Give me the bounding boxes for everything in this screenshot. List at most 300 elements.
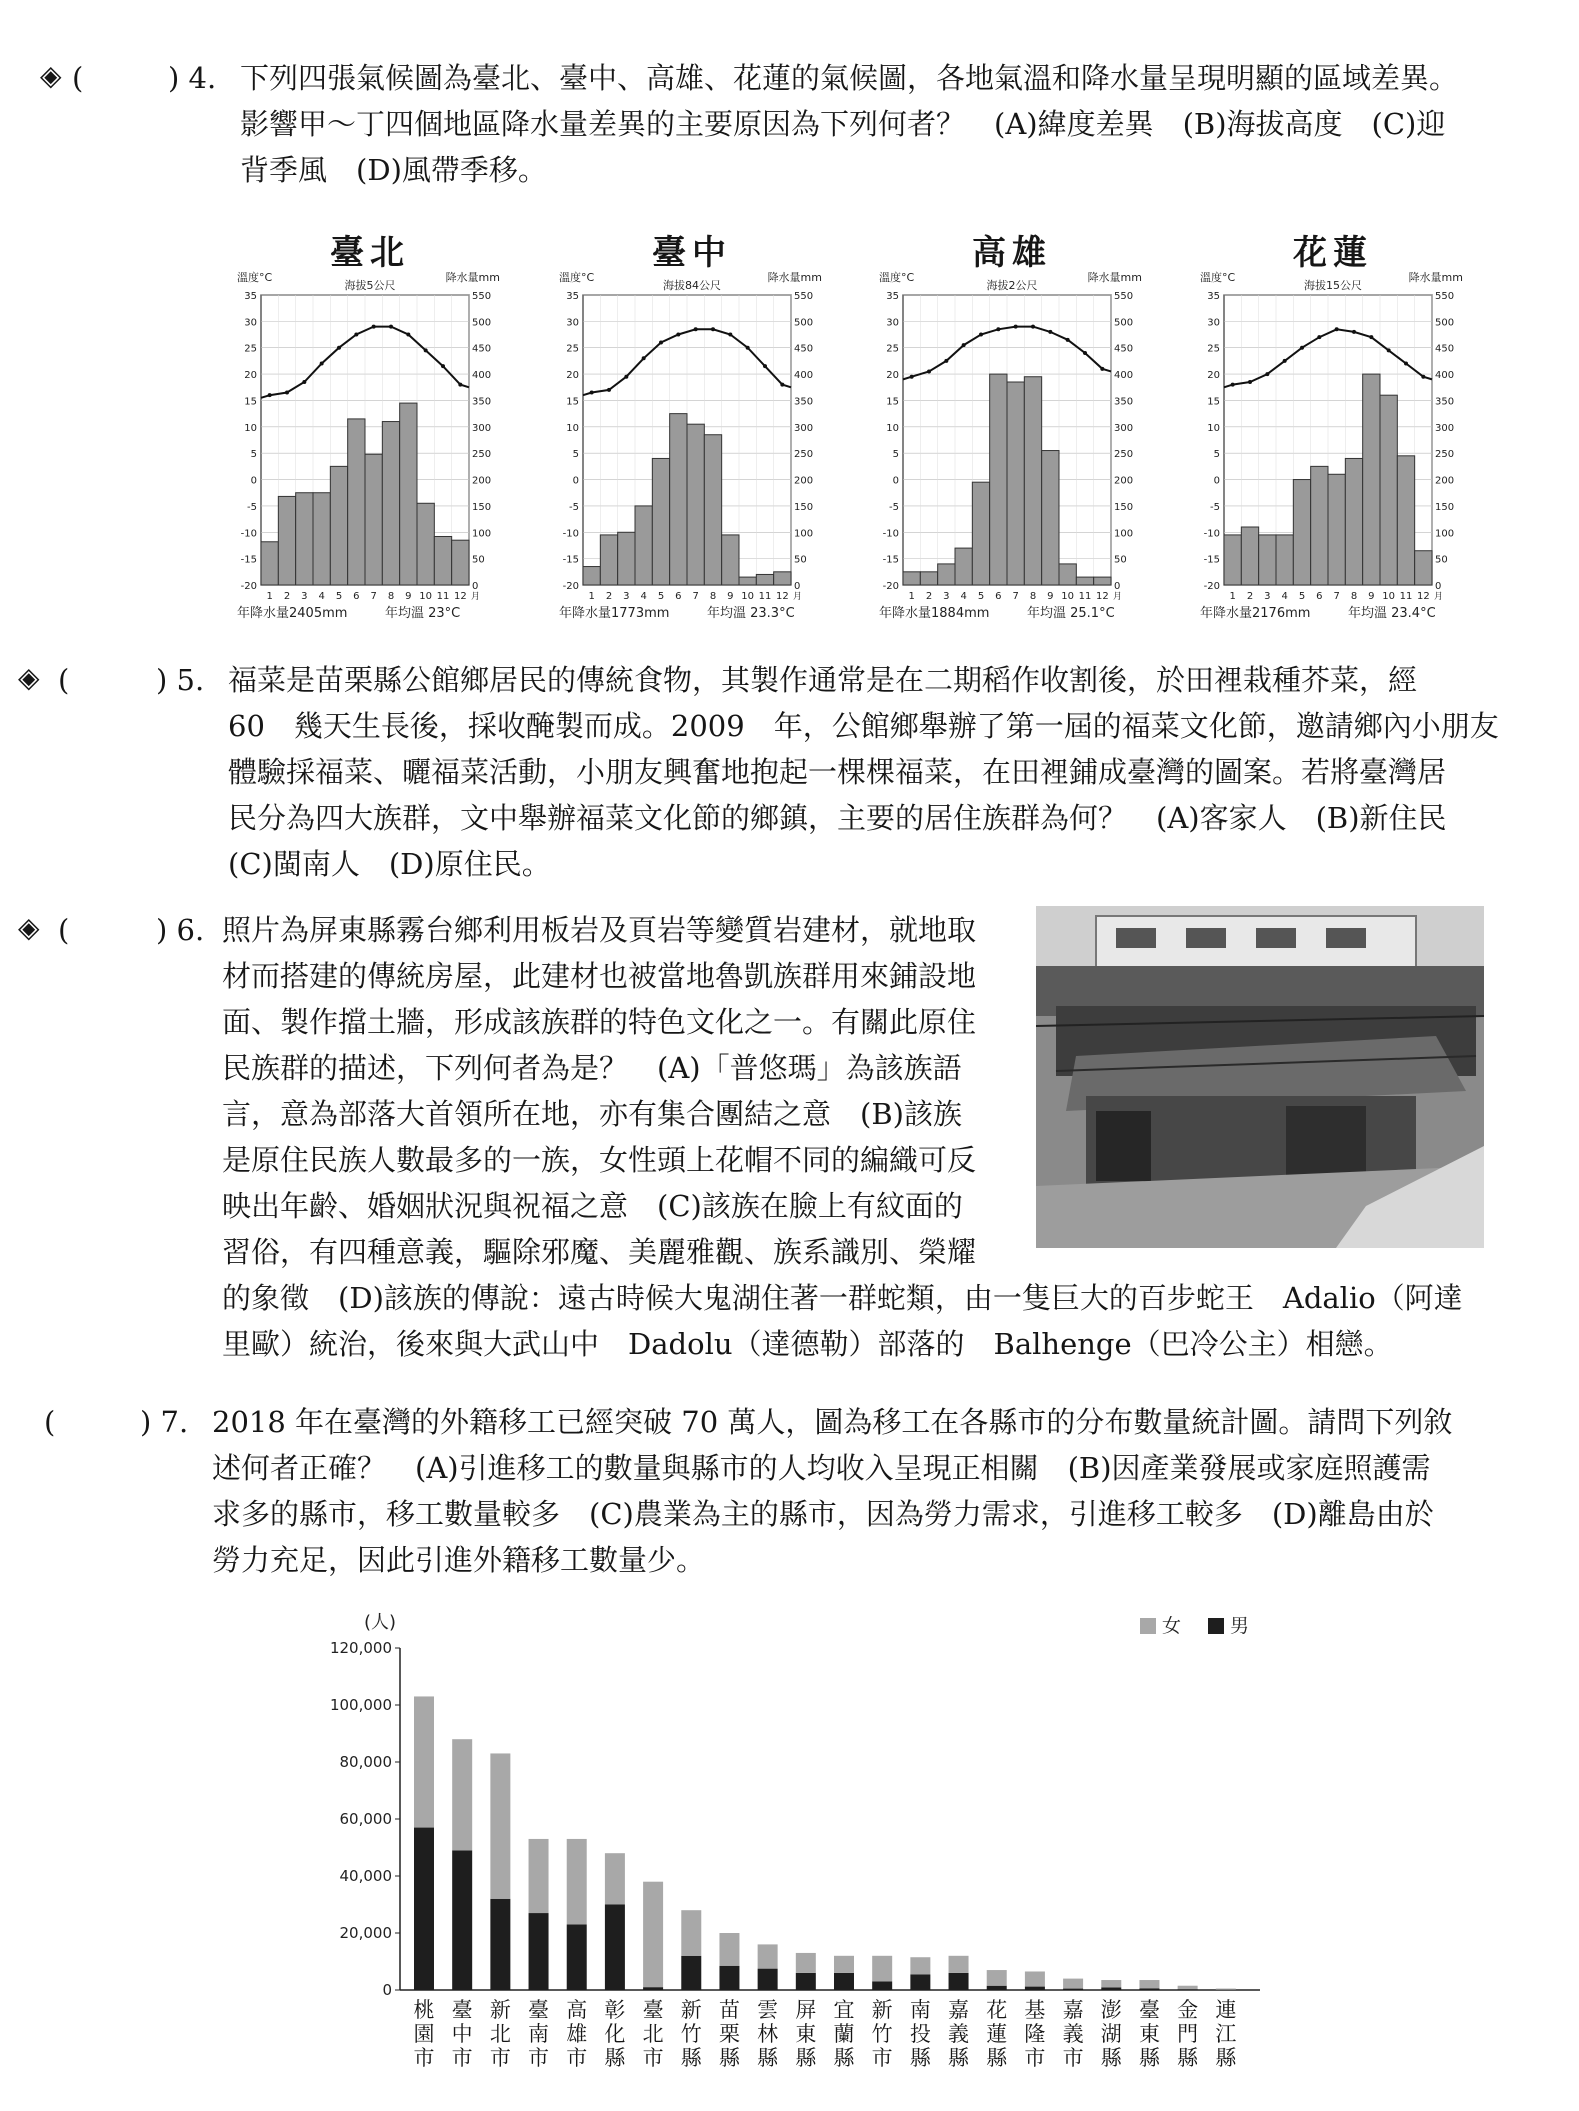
precip-tick-label: 350 [1435, 396, 1455, 408]
category-label: 雲林縣 [757, 1998, 779, 2070]
answer-paren[interactable]: ( [72, 61, 84, 95]
month-tick-label: 10 [419, 591, 433, 602]
precip-tick-label: 500 [472, 317, 492, 329]
bar-female [872, 1956, 892, 1982]
precip-tick-label: 400 [794, 370, 814, 382]
altitude-label: 海拔2公尺 [986, 279, 1038, 292]
temp-tick-label: 10 [566, 422, 579, 434]
temperature-point [1248, 380, 1252, 384]
precip-tick-label: 100 [1435, 528, 1455, 540]
temp-axis-label: 溫度°C [1200, 271, 1236, 284]
month-tick-label: 7 [1012, 591, 1019, 602]
temperature-point [910, 375, 914, 379]
annual-temp-label: 年均溫 23.4°C [1348, 606, 1436, 621]
month-tick-label: 11 [436, 591, 450, 602]
precip-tick-label: 100 [472, 528, 492, 540]
bar-male [949, 1973, 969, 1990]
temp-tick-label: 25 [244, 343, 257, 355]
precip-bar [618, 532, 635, 585]
month-unit-label: 月 [793, 592, 803, 602]
bar-male [1063, 1989, 1083, 1990]
bar-male [1139, 1988, 1159, 1990]
precip-bar [365, 454, 382, 585]
temperature-point [927, 369, 931, 373]
bar-female [949, 1956, 969, 1973]
bar-female [1025, 1971, 1045, 1986]
temp-tick-label: 10 [1207, 422, 1220, 434]
bar-female [910, 1957, 930, 1974]
temp-tick-label: 35 [244, 291, 257, 302]
bar-female [681, 1910, 701, 1956]
question-text-line: 勞力充足，因此引進外籍移工數量少。 [212, 1543, 706, 1577]
precip-bar [261, 542, 278, 585]
temp-tick-label: -20 [562, 581, 579, 592]
question-text-line: 照片為屏東縣霧台鄉利用板岩及頁岩等變質岩建材，就地取 [222, 913, 977, 947]
precip-tick-label: 50 [472, 554, 485, 566]
question-number: ) 7. [140, 1405, 189, 1439]
precip-tick-label: 500 [1435, 317, 1455, 329]
temperature-point [406, 333, 410, 337]
migrant-worker-chart [320, 1600, 1280, 2100]
precip-tick-label: 450 [794, 343, 814, 355]
precip-tick-label: 0 [1114, 581, 1121, 592]
precip-bar [972, 482, 989, 585]
bar-female [1139, 1980, 1159, 1988]
month-tick-label: 9 [1368, 591, 1375, 602]
temp-tick-label: -10 [1203, 528, 1220, 540]
temp-tick-label: -5 [247, 501, 257, 513]
climate-chart-1 [235, 215, 505, 625]
bar-female [1101, 1980, 1121, 1987]
temp-tick-label: -20 [882, 581, 899, 592]
bar-female [414, 1696, 434, 1827]
precip-tick-label: 150 [1114, 501, 1134, 513]
precip-bar [382, 422, 399, 585]
temp-tick-label: 30 [566, 317, 579, 329]
temperature-point [1335, 327, 1339, 331]
temperature-point [1421, 375, 1425, 379]
temp-tick-label: 0 [1213, 475, 1220, 487]
temp-tick-label: 10 [886, 422, 899, 434]
month-tick-label: 11 [758, 591, 772, 602]
category-label: 連江縣 [1215, 1998, 1237, 2070]
precip-tick-label: 50 [1435, 554, 1448, 566]
temp-tick-label: -15 [562, 554, 579, 566]
category-label: 彰化縣 [604, 1998, 626, 2070]
temp-tick-label: 5 [892, 449, 899, 461]
temperature-point [659, 340, 663, 344]
precip-bar [903, 572, 920, 585]
y-tick-label: 80,000 [339, 1753, 392, 1771]
temp-tick-label: 0 [250, 475, 257, 487]
month-tick-label: 1 [1229, 591, 1236, 602]
bar-male [872, 1981, 892, 1990]
precip-bar [417, 503, 434, 585]
bar-female [1178, 1986, 1198, 1989]
temperature-point [1369, 335, 1373, 339]
temperature-point [979, 333, 983, 337]
temp-tick-label: 10 [244, 422, 257, 434]
month-tick-label: 1 [266, 591, 273, 602]
diamond-icon: ◈ [40, 59, 62, 92]
temp-tick-label: 35 [1207, 291, 1220, 302]
temperature-point [996, 327, 1000, 331]
temp-tick-label: 20 [566, 370, 579, 382]
category-label: 高雄市 [566, 1998, 588, 2070]
bar-male [681, 1956, 701, 1990]
month-tick-label: 1 [908, 591, 915, 602]
precip-bar [452, 540, 469, 585]
bar-female [1063, 1979, 1083, 1989]
month-tick-label: 2 [283, 591, 291, 602]
category-label: 新竹市 [871, 1998, 893, 2070]
temperature-point [1352, 330, 1356, 334]
precip-tick-label: 250 [1114, 449, 1134, 461]
precip-bar [635, 506, 652, 585]
temperature-point [441, 364, 445, 368]
legend-label-female: 女 [1162, 1615, 1182, 1637]
month-tick-label: 8 [709, 591, 717, 602]
bar-male [834, 1973, 854, 1990]
bar-male [605, 1905, 625, 1991]
bar-male [796, 1973, 816, 1990]
precip-bar [955, 548, 972, 585]
temperature-point [624, 375, 628, 379]
precip-bar [739, 577, 756, 585]
temperature-point [780, 383, 784, 387]
precip-tick-label: 550 [1435, 291, 1455, 302]
precip-bar [278, 496, 295, 585]
precip-bar [296, 493, 313, 585]
temperature-point [1014, 325, 1018, 329]
temp-tick-label: 15 [244, 396, 257, 408]
temp-tick-label: -15 [240, 554, 257, 566]
legend-swatch-male [1208, 1618, 1224, 1634]
y-tick-label: 40,000 [339, 1867, 392, 1885]
precip-bar [1024, 377, 1041, 585]
precip-bar [583, 567, 600, 585]
temperature-point [1031, 325, 1035, 329]
altitude-label: 海拔84公尺 [663, 279, 721, 292]
temperature-point [642, 356, 646, 360]
temp-tick-label: 25 [1207, 343, 1220, 355]
bar-male [1178, 1989, 1198, 1990]
bar-female [452, 1739, 472, 1850]
month-tick-label: 2 [925, 591, 933, 602]
month-tick-label: 4 [1281, 591, 1288, 602]
question-text-line: 下列四張氣候圖為臺北、臺中、高雄、花蓮的氣候圖，各地氣溫和降水量呈現明顯的區域差異。 [240, 61, 1459, 95]
precip-tick-label: 150 [472, 501, 492, 513]
precip-bar [652, 458, 669, 585]
precip-bar [1328, 474, 1345, 585]
month-tick-label: 9 [1047, 591, 1054, 602]
bar-male [567, 1924, 587, 1990]
temperature-point [1265, 372, 1269, 376]
bar-female [758, 1944, 778, 1968]
bar-female [605, 1853, 625, 1904]
answer-paren[interactable]: ( [58, 663, 70, 697]
precip-bar [400, 403, 417, 585]
month-tick-label: 4 [960, 591, 967, 602]
answer-paren[interactable]: ( [44, 1405, 56, 1439]
month-unit-label: 月 [1113, 592, 1123, 602]
precip-bar [313, 493, 330, 585]
precip-bar [1276, 535, 1293, 585]
precip-tick-label: 200 [794, 475, 814, 487]
annual-temp-label: 年均溫 23°C [385, 606, 461, 621]
question-number: ) 4. [168, 61, 217, 95]
legend-label-male: 男 [1230, 1615, 1250, 1637]
question-text-line: 背季風 (D)風帶季移。 [240, 153, 547, 187]
category-label: 臺北市 [642, 1998, 664, 2070]
month-tick-label: 3 [943, 591, 950, 602]
month-tick-label: 5 [977, 591, 985, 602]
diamond-icon: ◈ [18, 661, 40, 694]
bar-female [987, 1970, 1007, 1986]
city-title: 臺中 [652, 233, 732, 273]
month-tick-label: 6 [995, 591, 1002, 602]
temp-tick-label: 5 [572, 449, 579, 461]
bar-male [529, 1913, 549, 1990]
month-tick-label: 3 [301, 591, 308, 602]
city-title: 花蓮 [1293, 233, 1373, 273]
temp-tick-label: -15 [1203, 554, 1220, 566]
bar-male [719, 1966, 739, 1990]
temp-tick-label: -20 [1203, 581, 1220, 592]
question-text-line: 言，意為部落大首領所在地，亦有集合團結之意 (B)該族 [222, 1097, 962, 1131]
temp-tick-label: -5 [889, 501, 899, 513]
precip-tick-label: 550 [794, 291, 814, 302]
temp-tick-label: 20 [244, 370, 257, 382]
month-tick-label: 10 [1061, 591, 1075, 602]
precip-tick-label: 200 [1435, 475, 1455, 487]
precip-bar [722, 535, 739, 585]
month-tick-label: 10 [741, 591, 755, 602]
precip-bar [774, 572, 791, 585]
month-tick-label: 4 [640, 591, 647, 602]
temperature-point [1300, 346, 1304, 350]
precip-bar [1042, 451, 1059, 585]
question-text-line: 述何者正確？ (A)引進移工的數量與縣市的人均收入呈現正相關 (B)因產業發展或家庭照護需 [212, 1451, 1431, 1485]
category-label: 苗栗縣 [718, 1998, 740, 2070]
temp-tick-label: 15 [1207, 396, 1220, 408]
precip-bar [1415, 551, 1432, 585]
month-tick-label: 11 [1399, 591, 1413, 602]
altitude-label: 海拔5公尺 [344, 279, 396, 292]
temperature-point [1048, 330, 1052, 334]
city-title: 高雄 [972, 233, 1052, 273]
precip-bar [1224, 535, 1241, 585]
temp-tick-label: 5 [1213, 449, 1220, 461]
month-tick-label: 3 [623, 591, 630, 602]
precip-tick-label: 0 [1435, 581, 1442, 592]
temp-axis-label: 溫度°C [559, 271, 595, 284]
precip-tick-label: 150 [1435, 501, 1455, 513]
month-tick-label: 11 [1078, 591, 1092, 602]
month-tick-label: 4 [318, 591, 325, 602]
precip-bar [1059, 564, 1076, 585]
climate-chart-4 [1198, 215, 1468, 625]
precip-bar [1076, 577, 1093, 585]
precip-bar [990, 374, 1007, 585]
question-text-line: 體驗採福菜、曬福菜活動，小朋友興奮地抱起一棵棵福菜，在田裡鋪成臺灣的圖案。若將臺灣居 [228, 755, 1447, 789]
temp-tick-label: 35 [566, 291, 579, 302]
precip-tick-label: 150 [794, 501, 814, 513]
precip-bar [600, 535, 617, 585]
climate-chart-svg [877, 265, 1147, 665]
category-label: 嘉義市 [1062, 1998, 1084, 2070]
temperature-point [1066, 338, 1070, 342]
precip-tick-label: 500 [1114, 317, 1134, 329]
precip-tick-label: 50 [794, 554, 807, 566]
temperature-point [746, 346, 750, 350]
precip-bar [1380, 395, 1397, 585]
precip-bar [348, 419, 365, 585]
question-number: ) 5. [156, 663, 205, 697]
precip-bar [1363, 374, 1380, 585]
month-tick-label: 8 [387, 591, 395, 602]
precip-bar [1259, 535, 1276, 585]
category-label: 南投縣 [909, 1998, 931, 2070]
month-tick-label: 3 [1264, 591, 1271, 602]
bar-female [529, 1839, 549, 1913]
temp-tick-label: -10 [562, 528, 579, 540]
category-label: 臺南市 [528, 1998, 550, 2070]
precip-tick-label: 350 [1114, 396, 1134, 408]
temperature-point [337, 346, 341, 350]
precip-tick-label: 400 [1114, 370, 1134, 382]
temp-tick-label: 30 [244, 317, 257, 329]
month-tick-label: 12 [775, 591, 789, 602]
temperature-point [424, 348, 428, 352]
temperature-point [1283, 359, 1287, 363]
category-label: 金門縣 [1177, 1998, 1199, 2070]
bar-female [834, 1956, 854, 1973]
temperature-point [962, 343, 966, 347]
month-tick-label: 10 [1382, 591, 1396, 602]
temp-tick-label: 25 [886, 343, 899, 355]
temp-tick-label: -15 [882, 554, 899, 566]
temp-tick-label: 0 [892, 475, 899, 487]
bar-male [987, 1986, 1007, 1990]
question-text-line: 里歐）統治，後來與大武山中 Dadolu（達德勒）部落的 Balhenge（巴冷公主）相戀。 [222, 1327, 1393, 1361]
precip-bar [920, 572, 937, 585]
climate-chart-2 [557, 215, 827, 625]
month-tick-label: 12 [453, 591, 467, 602]
climate-chart-svg [557, 265, 827, 665]
question-text-line: 映出年齡、婚姻狀況與祝福之意 (C)該族在臉上有紋面的 [222, 1189, 963, 1223]
temp-axis-label: 溫度°C [879, 271, 915, 284]
precip-tick-label: 50 [1114, 554, 1127, 566]
question-text-line: 民分為四大族群，文中舉辦福菜文化節的鄉鎮，主要的居住族群為何？ (A)客家人 (B)新住民 [228, 801, 1447, 835]
month-tick-label: 6 [1316, 591, 1323, 602]
bar-female [796, 1953, 816, 1973]
temp-tick-label: 15 [566, 396, 579, 408]
temp-tick-label: 30 [886, 317, 899, 329]
precip-tick-label: 450 [1435, 343, 1455, 355]
annual-precip-label: 年降水量2176mm [1200, 606, 1311, 621]
temperature-point [302, 380, 306, 384]
month-tick-label: 9 [405, 591, 412, 602]
month-tick-label: 2 [1246, 591, 1254, 602]
temperature-point [1317, 335, 1321, 339]
y-axis-unit-label: (人) [363, 1612, 397, 1633]
month-tick-label: 6 [675, 591, 682, 602]
precip-tick-label: 0 [472, 581, 479, 592]
question-text-line: 民族群的描述，下列何者為是？ (A)「普悠瑪」為該族語 [222, 1051, 962, 1085]
precip-tick-label: 0 [794, 581, 801, 592]
category-label: 宜蘭縣 [833, 1998, 855, 2070]
question-text-line: 60 幾天生長後，採收醃製而成。2009 年，公館鄉舉辦了第一屆的福菜文化節，邀請鄉內小朋友 [228, 709, 1499, 743]
precip-axis-label: 降水量mm [767, 271, 822, 284]
precip-bar [1094, 577, 1111, 585]
temperature-point [711, 327, 715, 331]
temp-tick-label: 30 [1207, 317, 1220, 329]
question-text-line: (C)閩南人 (D)原住民。 [228, 847, 551, 881]
precip-bar [687, 424, 704, 585]
temperature-point [694, 327, 698, 331]
slate-house-photo [1036, 906, 1484, 1248]
question-text-line: 面、製作擋土牆，形成該族群的特色文化之一。有關此原住 [222, 1005, 977, 1039]
climate-chart-svg [235, 265, 505, 665]
annual-precip-label: 年降水量2405mm [237, 606, 348, 621]
precip-bar [1397, 456, 1414, 585]
temp-tick-label: -10 [882, 528, 899, 540]
temperature-point [944, 359, 948, 363]
precip-tick-label: 250 [472, 449, 492, 461]
precip-axis-label: 降水量mm [1087, 271, 1142, 284]
precip-tick-label: 550 [472, 291, 492, 302]
bar-female [567, 1839, 587, 1925]
month-tick-label: 8 [1350, 591, 1358, 602]
month-tick-label: 7 [370, 591, 377, 602]
bar-female [643, 1882, 663, 1987]
bar-male [1025, 1987, 1045, 1990]
temperature-point [590, 391, 594, 395]
temp-tick-label: 25 [566, 343, 579, 355]
category-label: 桃園市 [413, 1998, 435, 2070]
category-label: 臺東縣 [1138, 1998, 1160, 2070]
precip-tick-label: 350 [794, 396, 814, 408]
temperature-point [1083, 351, 1087, 355]
question-text-line: 2018 年在臺灣的外籍移工已經突破 70 萬人，圖為移工在各縣市的分布數量統計圖。請問下列敘 [212, 1405, 1453, 1439]
month-unit-label: 月 [1434, 592, 1444, 602]
temperature-point [728, 333, 732, 337]
precip-axis-label: 降水量mm [1408, 271, 1463, 284]
question-text-line: 影響甲～丁四個地區降水量差異的主要原因為下列何者？ (A)緯度差異 (B)海拔高度 (C)迎 [240, 107, 1446, 141]
precip-bar [1293, 480, 1310, 585]
temperature-point [354, 333, 358, 337]
bar-female [490, 1753, 510, 1898]
temp-tick-label: 15 [886, 396, 899, 408]
month-tick-label: 2 [605, 591, 613, 602]
temperature-point [763, 364, 767, 368]
month-unit-label: 月 [471, 592, 481, 602]
precip-bar [1007, 382, 1024, 585]
precip-bar [434, 536, 451, 585]
temperature-point [320, 362, 324, 366]
temperature-point [676, 333, 680, 337]
temp-tick-label: 20 [886, 370, 899, 382]
month-tick-label: 7 [692, 591, 699, 602]
climate-chart-svg [1198, 265, 1468, 665]
month-tick-label: 9 [727, 591, 734, 602]
precip-tick-label: 400 [1435, 370, 1455, 382]
altitude-label: 海拔15公尺 [1304, 279, 1362, 292]
precip-tick-label: 250 [794, 449, 814, 461]
answer-paren[interactable]: ( [58, 913, 70, 947]
precip-axis-label: 降水量mm [445, 271, 500, 284]
